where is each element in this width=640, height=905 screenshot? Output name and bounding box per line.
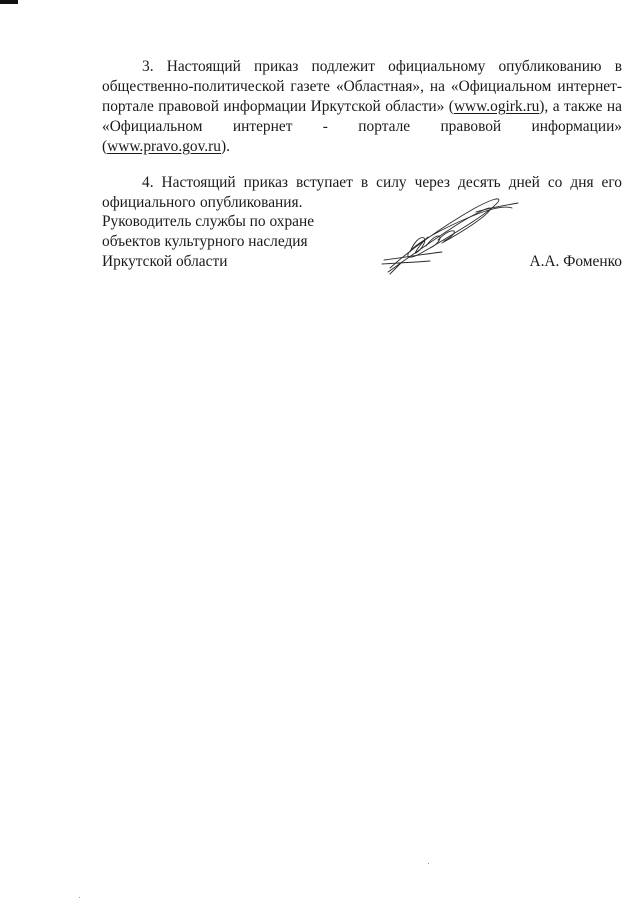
signature-block [102,212,622,272]
document-body [102,57,622,213]
paragraph-3-text-middle: ), а также на «Официальном интернет - портале правовой информации» ( [102,98,622,155]
signer-position-line-1: Руководитель службы по охране [102,213,315,230]
scan-speck [428,863,429,864]
signer-position [102,212,314,272]
signer-position-line-3: Иркутской области [102,253,228,270]
signer-name: А.А. Фоменко [529,253,622,270]
scan-corner-mark [0,0,18,4]
paragraph-3 [102,57,622,157]
scan-speck [79,897,80,898]
ogirk-link[interactable]: www.ogirk.ru [453,98,540,115]
signer-position-line-2: объектов культурного наследия [102,233,308,250]
paragraph-3-text-start: 3. Настоящий приказ подлежит официальному опубликованию в общественно-политической газете «Областная», на «Официальном интернет-портале правовой информации Иркутской области» ( [102,58,622,115]
paragraph-4: 4. Настоящий приказ вступает в силу через десять дней со дня его официального опубликования. [102,174,622,211]
pravo-gov-link[interactable]: www.pravo.gov.ru [107,138,221,155]
paragraph-3-text-end: ). [220,138,230,155]
handwritten-signature [380,190,520,275]
